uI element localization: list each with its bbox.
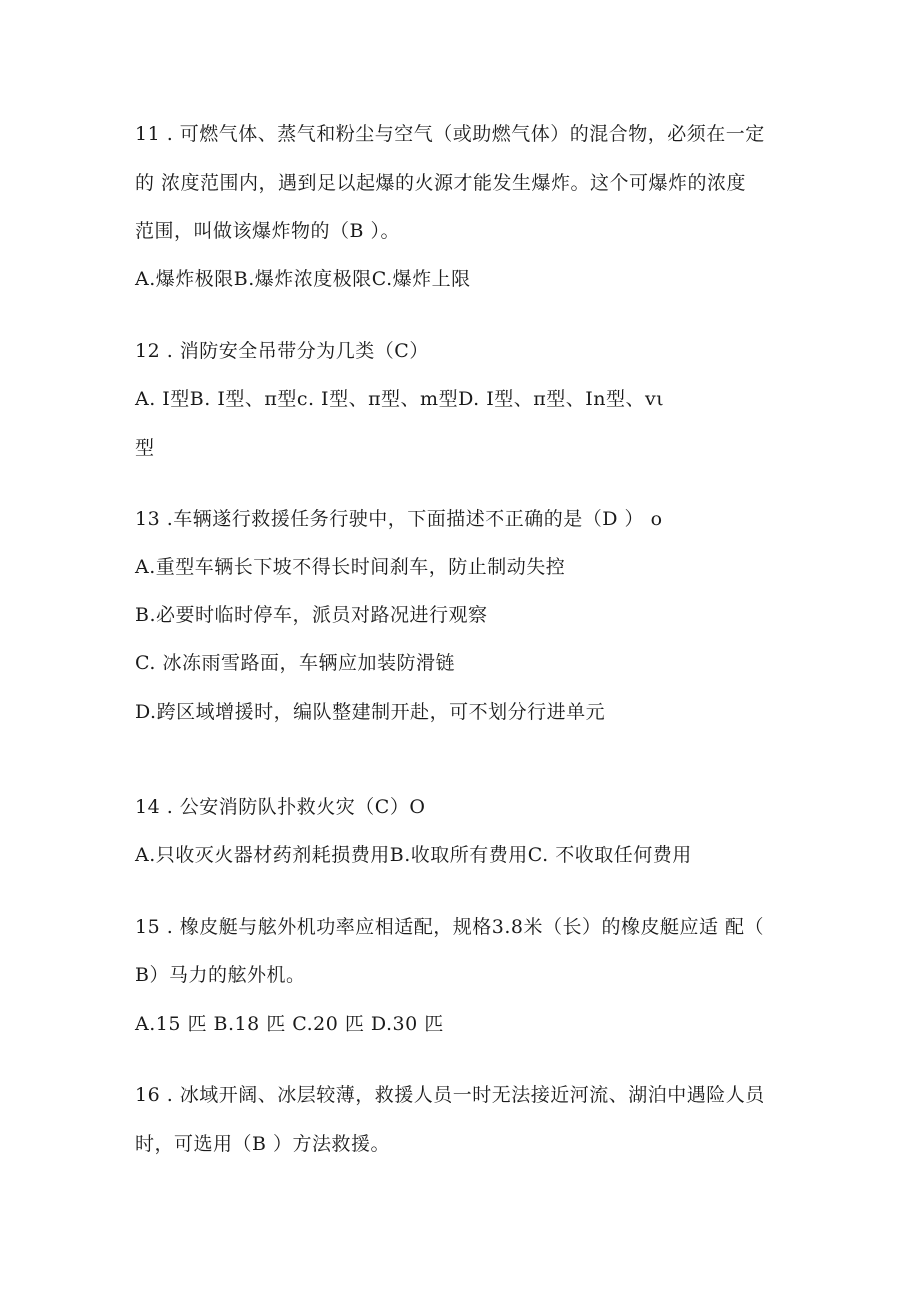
question-16-line-1: 16 . 冰域开阔、冰层较薄，救援人员一时无法接近河流、湖泊中遇险人员 (135, 1084, 765, 1106)
question-11-options: A.爆炸极限B.爆炸浓度极限C.爆炸上限 (135, 268, 471, 290)
question-14-options: A.只收灭火器材药剂耗损费用B.收取所有费用C. 不收取任何费用 (135, 844, 692, 866)
question-13-option-b: B.必要时临时停车，派员对路况进行观察 (135, 604, 488, 626)
question-14-line-1: 14 . 公安消防队扑救火灾（C）O (135, 796, 426, 818)
question-12-options-cont: 型 (135, 437, 155, 459)
question-13-option-d: D.跨区域增援时，编队整建制开赴，可不划分行进单元 (135, 701, 606, 723)
question-15-line-1: 15 . 橡皮艇与舷外机功率应相适配，规格3.8米（长）的橡皮艇应适 配（ (135, 916, 765, 938)
question-11-line-2: 的 浓度范围内，遇到足以起爆的火源才能发生爆炸。这个可爆炸的浓度 (135, 172, 747, 194)
question-13-option-a: A.重型车辆长下坡不得长时间刹车，防止制动失控 (135, 556, 566, 578)
question-12-line-1: 12 . 消防安全吊带分为几类（C） (135, 340, 429, 362)
question-15-line-2: B）马力的舷外机。 (135, 964, 306, 986)
question-13-option-c: C. 冰冻雨雪路面，车辆应加装防滑链 (135, 652, 455, 674)
question-12-options: A. I型B. I型、π型c. I型、π型、m型D. I型、π型、In型、vι (135, 388, 665, 410)
question-11-line-1: 11 . 可燃气体、蒸气和粉尘与空气（或助燃气体）的混合物，必须在一定 (135, 123, 765, 145)
question-15-options: A.15 匹 B.18 匹 C.20 匹 D.30 匹 (135, 1013, 444, 1035)
question-13-line-1: 13 .车辆遂行救援任务行驶中，下面描述不正确的是（D ） o (135, 508, 663, 530)
question-11-line-3: 范围，叫做该爆炸物的（B ）。 (135, 220, 401, 242)
question-16-line-2: 时，可选用（B ）方法救援。 (135, 1133, 391, 1155)
